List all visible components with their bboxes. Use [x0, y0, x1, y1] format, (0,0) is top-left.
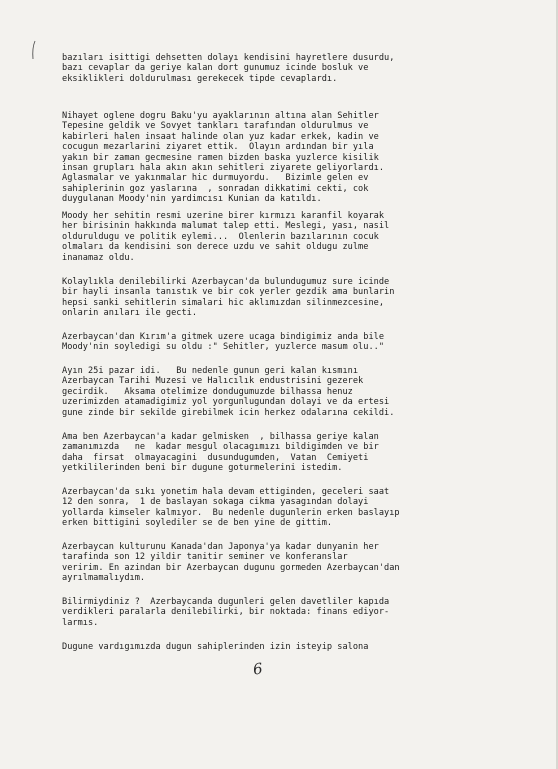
paragraph-8: Azerbaycan'da sıkı yonetim hala devam ettiginden, geceleri saat 12 den sonra, 1 de baslayan sokaga cikma yasagından dolayi yollarda kimseler kalmıyor. Bu nedenle dugunlerin erken baslayıp erken bittigini soylediler se de ben yine de gittim. [62, 487, 400, 529]
paragraph-4: Kolaylıkla denilebilirki Azerbaycan'da bulundugumuz sure icinde bir hayli insanla tanıstık ve bir cok yerler gezdik ama bunlarin hepsi sanki sehitlerin simalari hic aklımızdan silinmezcesine, onlarin anıları ile gecti. [62, 277, 395, 319]
paragraph-5: Azerbaycan'dan Kırım'a gitmek uzere ucaga bindigimiz anda bile Moody'nin soyledigi su oldu :" Sehitler, yuzlerce masum olu.." [62, 332, 385, 353]
paragraph-10: Bilirmiydiniz ? Azerbaycanda dugunleri gelen davetliler kapıda verdikleri paralarla denilebilirki, bir noktada: finans ediyor- larmıs. [62, 597, 390, 628]
paragraph-9: Azerbaycan kulturunu Kanada'dan Japonya'ya kadar dunyanin her tarafinda son 12 yildir tanitir seminer ve konferanslar veririm. En azindan bir Azerbaycan dugunu gormeden Azerbaycan'dan ayrılmamalıydım. [62, 542, 400, 584]
paragraph-6: Ayın 25i pazar idi. Bu nedenle gunun geri kalan kısmını Azerbaycan Tarihi Muzesi ve Halıcılık endustrisini gezerek gecirdik. Aksama otelimize dondugumuzde bilhassa henuz uzerimizden atamadigimiz yol yorgunlugundan dolayi ve da ertesi gune zinde bir sekilde girebilmek icin herkez odalarına cekildi. [62, 366, 395, 418]
paragraph-2: Nihayet oglene dogru Baku'yu ayaklarının altına alan Sehitler Tepesine geldik ve Sovyet tankları tarafından oldurulmus ve kabirleri halen insaat halinde olan yuz kadar erkek, kadin ve cocugun mezarlarini ziyaret ettik. Olayın ardından bir yıla yakın bir zaman gecmesine ramen bizden baska yuzlerce kisilik insan grupları hala akın akın sehitleri ziyarete geliyorlardı. Aglasmalar ve yakınmalar hic durmuyordu. Bizimle gelen ev sahiplerinin goz yaslarına , sonradan dikkatimi cekti, cok duygulanan Moody'nin yardimcısı Kunian da katıldı. [62, 111, 385, 205]
paragraph-1: bazıları isittigi dehsetten dolayı kendisini hayretlere dusurdu, bazı cevaplar da geriye kalan dort gunumuz icinde bosluk ve eksiklikleri doldurulması gerekecek tipde cevaplardı. [62, 53, 395, 84]
page-number: 6 [251, 659, 264, 679]
paragraph-3: Moody her sehitin resmi uzerine birer kırmızı karanfil koyarak her birisinin hakkında malumat talep etti. Meslegi, yası, nasil olduruldugu ve politik eylemi... Olenlerin bazılarının cocuk olmaları da kendisini son derece uzdu ve sahit oldugu zulme inanamaz oldu. [62, 211, 390, 263]
paragraph-11: Dugune vardıgımızda dugun sahiplerinden izin isteyip salona [62, 642, 369, 652]
pen-stroke-mark [30, 40, 38, 60]
paragraph-7: Ama ben Azerbaycan'a kadar gelmisken , bilhassa geriye kalan zamanımızda ne kadar mesgul olacagımızı bildigimden ve bir daha firsat olmayacagini dusundugumden, Vatan Cemiyeti yetkililerinden beni bir dugune goturmelerini istedim. [62, 432, 379, 474]
